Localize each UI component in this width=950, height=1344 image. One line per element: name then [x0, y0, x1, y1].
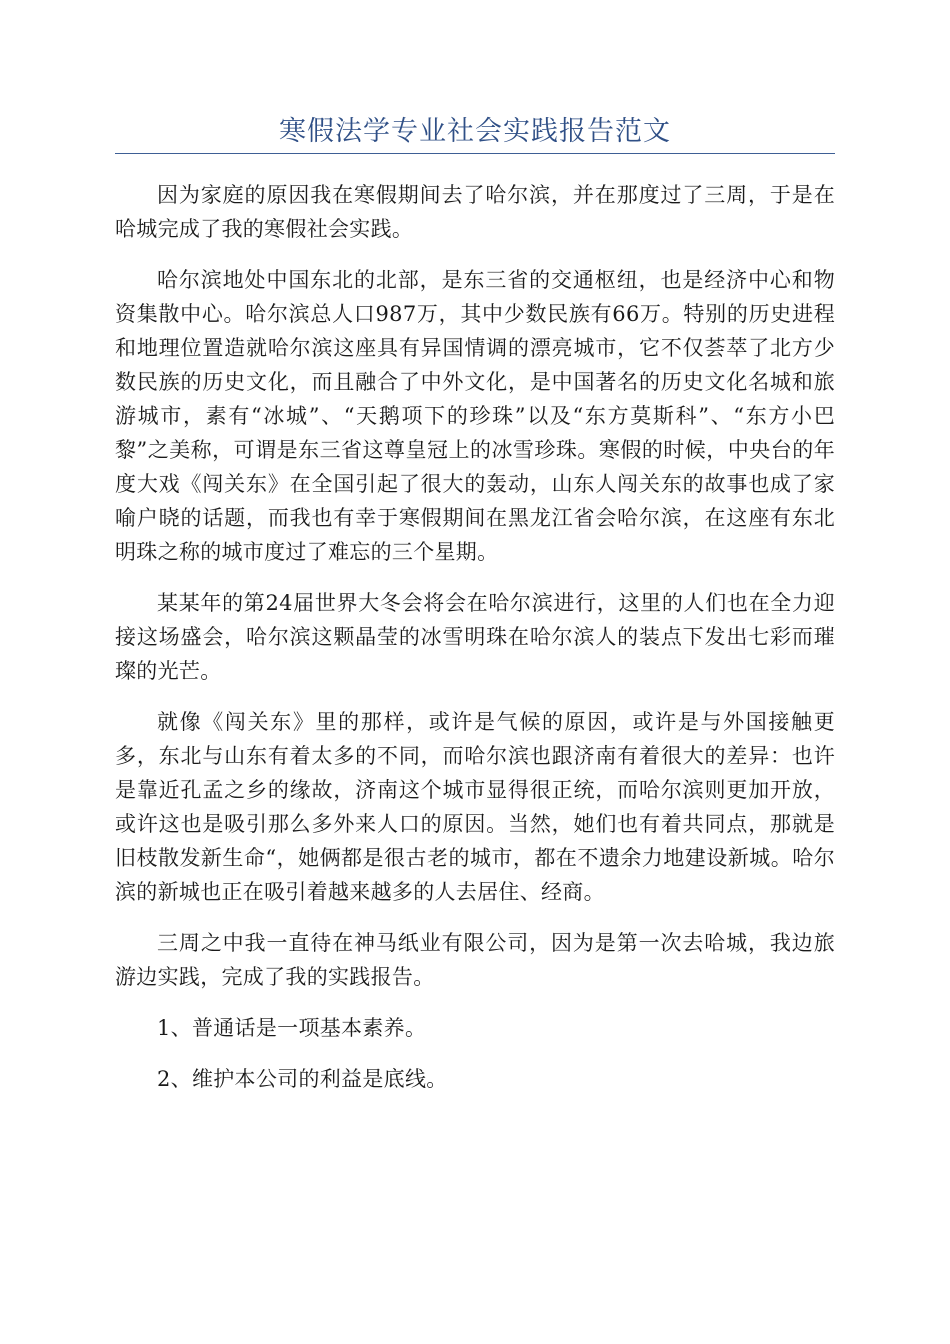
paragraph-winter-games: 某某年的第24届世界大冬会将会在哈尔滨进行，这里的人们也在全力迎接这场盛会，哈尔滨这颗晶莹的冰雪明珠在哈尔滨人的装点下发出七彩而璀璨的光芒。 — [115, 591, 835, 683]
paragraph-comparison: 就像《闯关东》里的那样，或许是气候的原因，或许是与外国接触更多，东北与山东有着太多的不同，而哈尔滨也跟济南有着很大的差异：也许是靠近孔孟之乡的缘故，济南这个城市显得很正统，而哈尔滨则更加开放，或许这也是吸引那么多外来人口的原因。当然，她们也有着共同点，那就是旧枝散发新生命“，她俩都是很古老的城市，都在不遗余力地建设新城。哈尔滨的新城也正在吸引着越来越多的人去居住、经商。 — [115, 710, 835, 904]
title-underline — [115, 153, 835, 154]
paragraph-harbin-overview: 哈尔滨地处中国东北的北部，是东三省的交通枢纽，也是经济中心和物资集散中心。哈尔滨总人口987万，其中少数民族有66万。特别的历史进程和地理位置造就哈尔滨这座具有异国情调的漂亮城市，它不仅荟萃了北方少数民族的历史文化，而且融合了中外文化，是中国著名的历史文化名城和旅游城市，素有“冰城”、“天鹅项下的珍珠”以及“东方莫斯科”、“东方小巴黎”之美称，可谓是东三省这尊皇冠上的冰雪珍珠。寒假的时候，中央台的年度大戏《闯关东》在全国引起了很大的轰动，山东人闯关东的故事也成了家喻户晓的话题，而我也有幸于寒假期间在黑龙江省会哈尔滨，在这座有东北明珠之称的城市度过了难忘的三个星期。 — [115, 268, 835, 564]
list-item-2: 2、维护本公司的利益是底线。 — [157, 1067, 448, 1091]
document-title: 寒假法学专业社会实践报告范文 — [279, 116, 671, 147]
paragraph-company: 三周之中我一直待在神马纸业有限公司，因为是第一次去哈城，我边旅游边实践，完成了我的实践报告。 — [115, 931, 835, 989]
list-item-1: 1、普通话是一项基本素养。 — [157, 1016, 427, 1040]
paragraph-intro: 因为家庭的原因我在寒假期间去了哈尔滨，并在那度过了三周，于是在哈城完成了我的寒假社会实践。 — [115, 183, 835, 241]
document-body — [115, 178, 835, 1113]
